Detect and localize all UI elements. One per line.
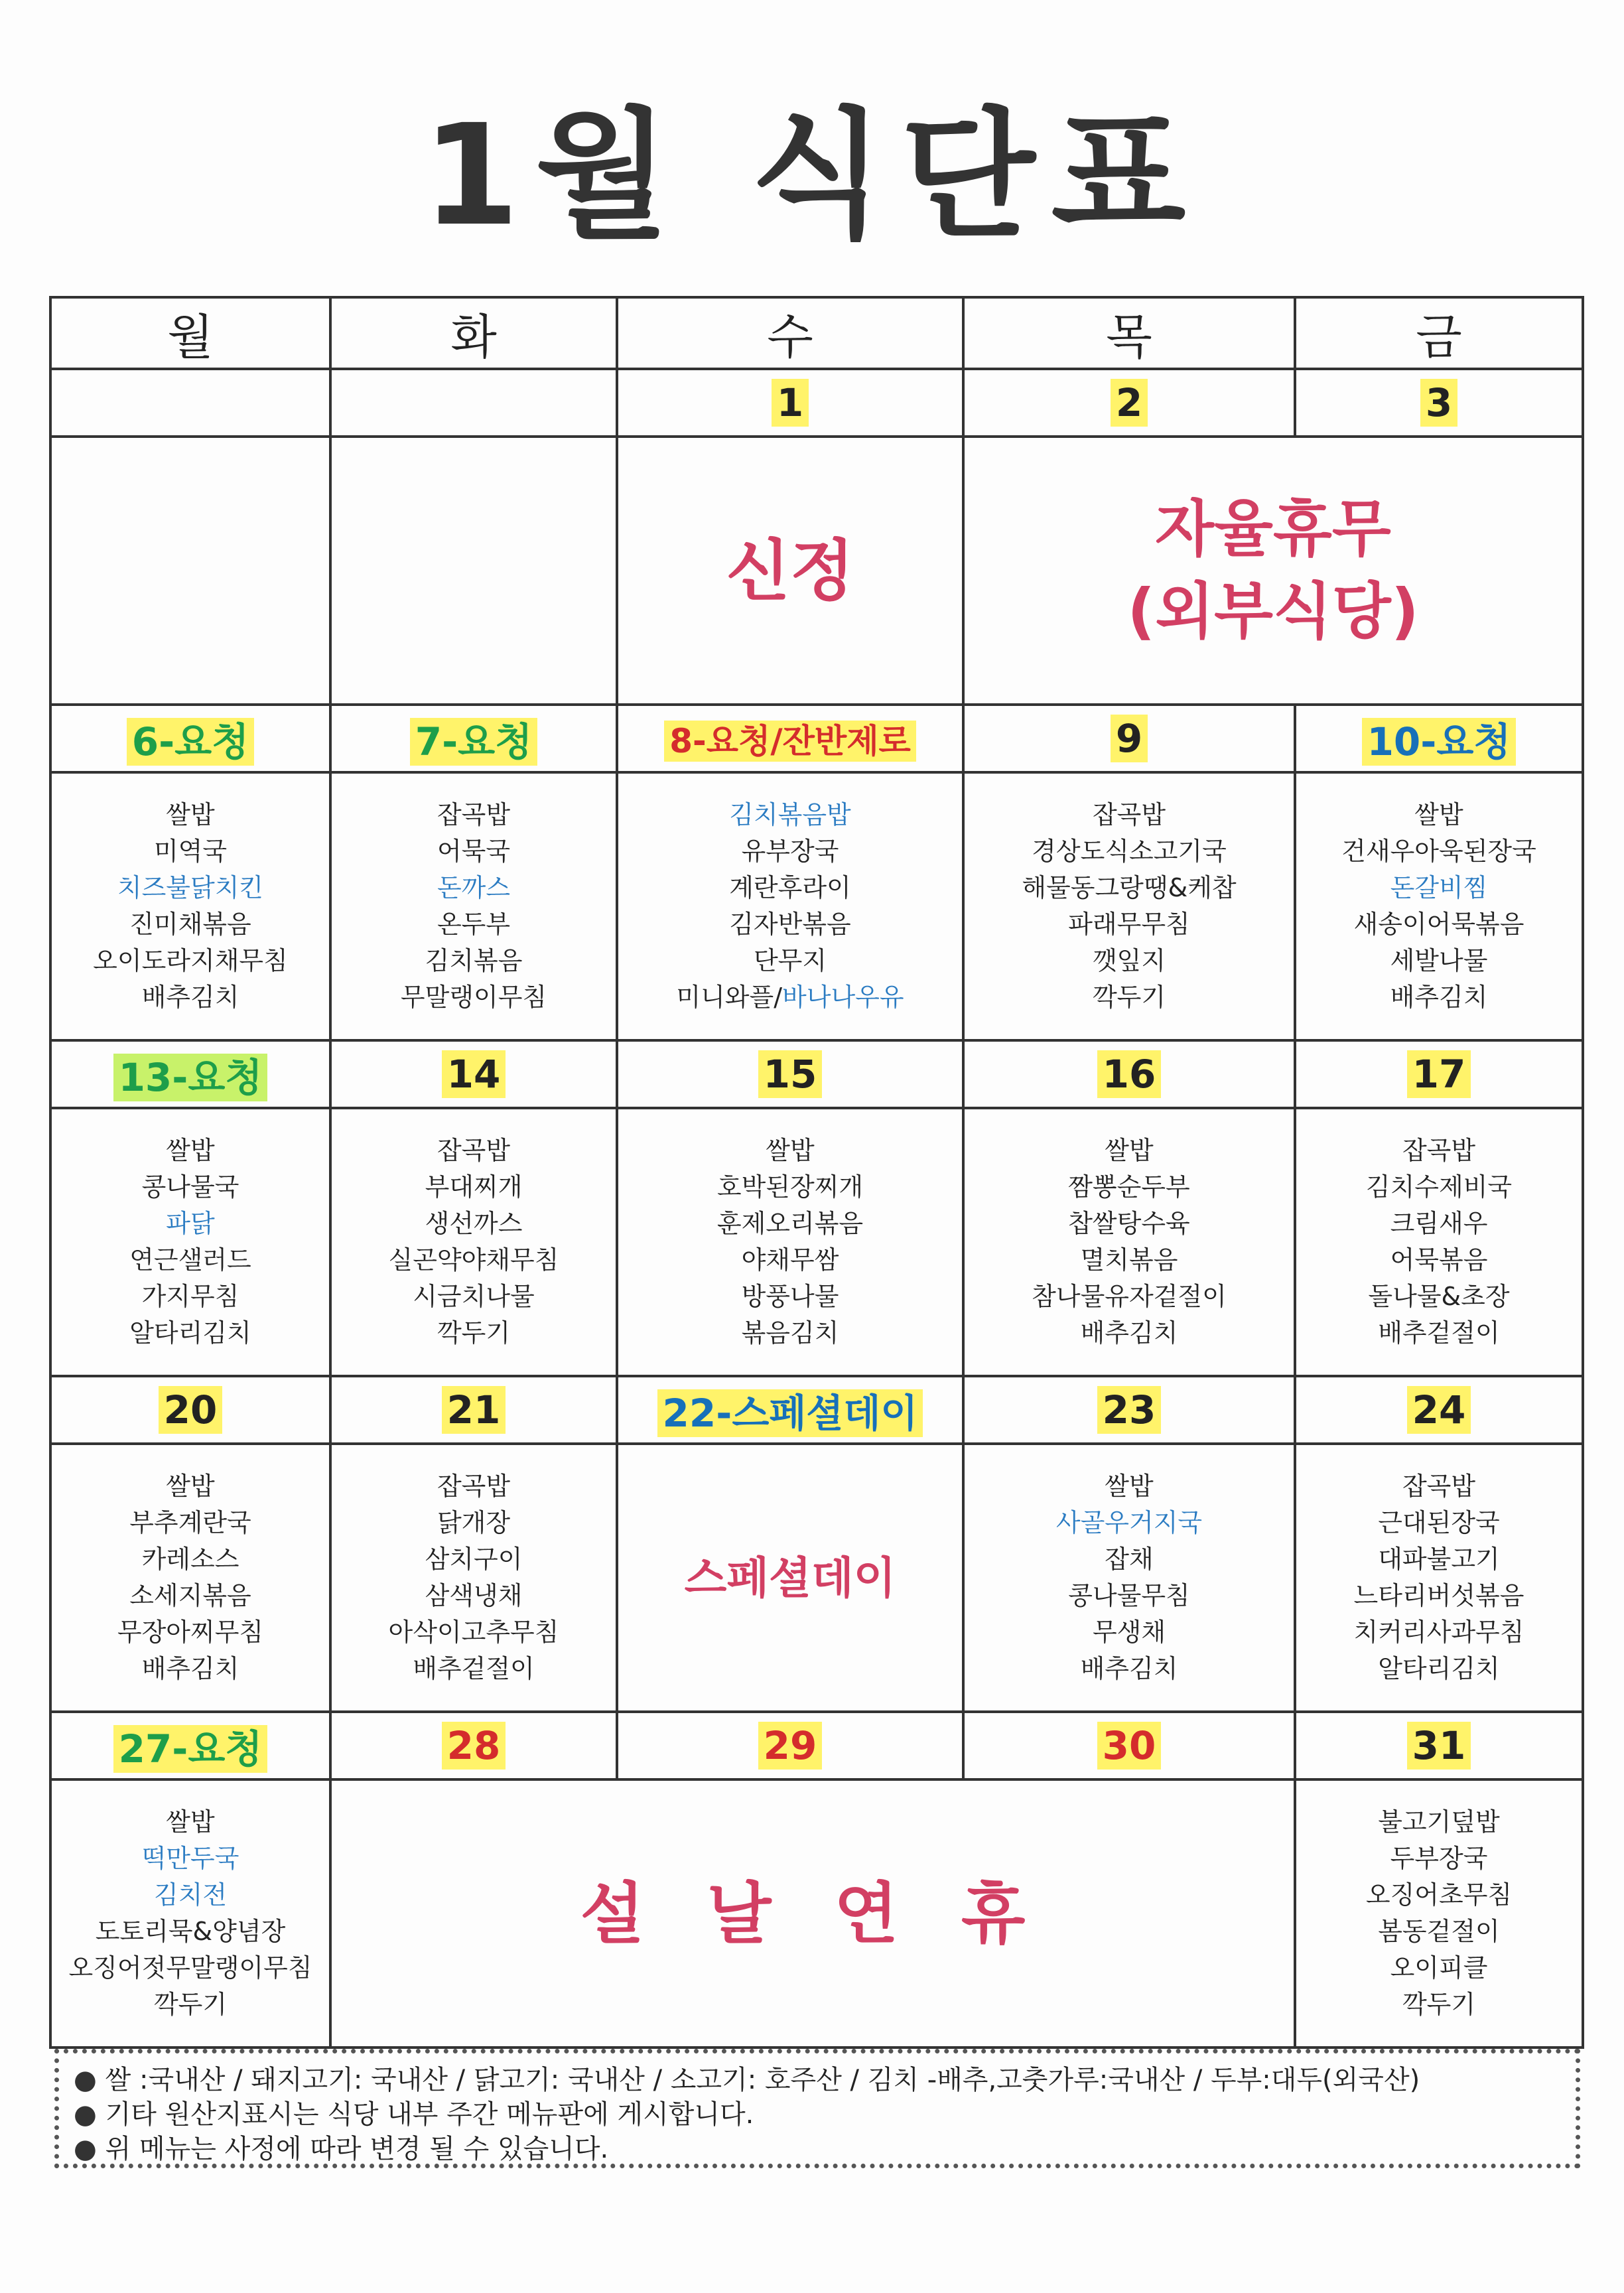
menu-item: 미니와플/바나나우유 xyxy=(676,983,904,1012)
menu-item: 생선까스 xyxy=(425,1209,523,1238)
menu-item-part: 바나나우유 xyxy=(782,983,904,1012)
date-number: 6 xyxy=(131,719,159,764)
menu-cell xyxy=(1295,1108,1583,1376)
menu-item: 세발나물 xyxy=(1390,946,1488,975)
menu-cell xyxy=(1295,1779,1583,2048)
closure-note-line1: 자율휴무 xyxy=(1155,493,1391,565)
menu-item: 오징어초무침 xyxy=(1365,1880,1513,1910)
menu-item: 배추김치 xyxy=(1080,1318,1178,1348)
date-cell xyxy=(50,1040,330,1108)
date-cell xyxy=(1295,1376,1583,1444)
date-number: 22 xyxy=(662,1391,716,1436)
date-number: 21 xyxy=(442,1386,506,1434)
menu-item: 시금치나물 xyxy=(413,1282,535,1311)
menu-cell xyxy=(617,1108,963,1376)
header-tue: 화 xyxy=(330,297,617,369)
header-mon: 월 xyxy=(50,297,330,369)
menu-item: 건새우아욱된장국 xyxy=(1341,837,1536,866)
menu-item: 훈제오리볶음 xyxy=(716,1209,864,1238)
date-cell xyxy=(330,1376,617,1444)
date-cell xyxy=(1295,369,1583,437)
date-cell xyxy=(50,1712,330,1779)
date-cell xyxy=(330,705,617,772)
date-tag: -요청 xyxy=(442,719,533,764)
date-tag: -요청 xyxy=(159,719,249,764)
date-tag: -요청 xyxy=(172,1726,263,1772)
menu-item: 깍두기 xyxy=(437,1318,511,1348)
date-cell xyxy=(963,1376,1295,1444)
menu-cell xyxy=(617,772,963,1040)
date-number: 23 xyxy=(1097,1386,1162,1434)
menu-item: 어묵볶음 xyxy=(1390,1245,1488,1275)
menu-item: 배추김치 xyxy=(141,1654,239,1683)
menu-cell xyxy=(50,1779,330,2048)
menu-item: 오이피클 xyxy=(1390,1953,1488,1982)
date-number: 7 xyxy=(415,719,442,764)
menu-item: 크림새우 xyxy=(1390,1209,1488,1238)
menu-item: 쌀밥 xyxy=(1105,1472,1154,1501)
date-tag: -요청 xyxy=(692,722,771,760)
date-number: 13 xyxy=(118,1055,172,1100)
date-number: 9 xyxy=(1111,715,1148,762)
menu-item: 알타리김치 xyxy=(129,1318,251,1348)
menu-item: 참나물유자겉절이 xyxy=(1032,1282,1227,1311)
menu-item: 돌나물&초장 xyxy=(1368,1282,1510,1311)
menu-item: 연근샐러드 xyxy=(129,1245,251,1275)
date-cell xyxy=(1295,705,1583,772)
date-number: 1 xyxy=(772,379,809,427)
date-row-week5 xyxy=(50,1712,1583,1779)
menu-item: 짬뽕순두부 xyxy=(1068,1172,1190,1202)
date-number: 8 xyxy=(669,722,693,760)
date-cell: 8-요청/잔반제로 xyxy=(617,705,963,772)
closure-note-line2: (외부식당) xyxy=(1127,576,1419,647)
date-tag: -요청 xyxy=(1420,719,1511,764)
menu-item: 삼치구이 xyxy=(425,1545,523,1574)
menu-cell xyxy=(50,437,330,705)
menu-cell xyxy=(330,1108,617,1376)
date-number: 3 xyxy=(1420,379,1457,427)
menu-row-week1 xyxy=(50,437,1583,705)
menu-item: 오징어젓무말랭이무침 xyxy=(68,1953,312,1982)
date-tag: -요청 xyxy=(172,1055,263,1100)
header-wed: 수 xyxy=(617,297,963,369)
menu-item: 느타리버섯볶음 xyxy=(1353,1581,1524,1610)
menu-item: 유부장국 xyxy=(741,837,839,866)
note-origin: ● 쌀 :국내산 / 돼지고기: 국내산 / 닭고기: 국내산 / 소고기: 호주산 / 김치 -배추,고춧가루:국내산 / 두부:대두(외국산) xyxy=(74,2063,1561,2097)
date-cell xyxy=(617,1712,963,1779)
menu-item: 쌀밥 xyxy=(166,1472,215,1501)
date-cell xyxy=(50,369,330,437)
menu-item: 잡곡밥 xyxy=(1402,1136,1476,1165)
menu-cell xyxy=(330,1444,617,1712)
date-cell xyxy=(1295,1040,1583,1108)
menu-item: 호박된장찌개 xyxy=(716,1172,864,1202)
menu-item: 볶음김치 xyxy=(741,1318,839,1348)
date-number: 2 xyxy=(1111,379,1148,427)
note-change: ● 위 메뉴는 사정에 따라 변경 될 수 있습니다. xyxy=(74,2132,1561,2166)
menu-row-week5 xyxy=(50,1779,1583,2048)
menu-item: 쌀밥 xyxy=(1105,1136,1154,1165)
menu-item: 해물동그랑땡&케찹 xyxy=(1022,873,1237,902)
date-cell xyxy=(963,1712,1295,1779)
menu-cell xyxy=(963,437,1583,705)
date-number: 20 xyxy=(159,1386,223,1434)
date-row-week1 xyxy=(50,369,1583,437)
menu-item: 잡곡밥 xyxy=(1402,1472,1476,1501)
menu-item: 근대된장국 xyxy=(1378,1508,1500,1537)
menu-table xyxy=(49,296,1584,2049)
menu-cell xyxy=(963,772,1295,1040)
menu-item: 두부장국 xyxy=(1390,1844,1488,1873)
menu-item: 쌀밥 xyxy=(1414,800,1463,829)
menu-item: 어묵국 xyxy=(437,837,511,866)
notes-list xyxy=(74,2063,1561,2166)
menu-item: 깍두기 xyxy=(1092,983,1166,1012)
note-posting: ● 기타 원산지표시는 식당 내부 주간 메뉴판에 게시합니다. xyxy=(74,2097,1561,2132)
menu-item: 김치볶음 xyxy=(425,946,523,975)
menu-item: 진미채볶음 xyxy=(129,910,251,939)
menu-row-week3 xyxy=(50,1108,1583,1376)
menu-item: 파닭 xyxy=(166,1209,215,1238)
menu-item: 치커리사과무침 xyxy=(1353,1618,1524,1647)
menu-item: 돈갈비찜 xyxy=(1390,873,1488,902)
menu-item: 쌀밥 xyxy=(166,1807,215,1837)
menu-item: 무생채 xyxy=(1092,1618,1166,1647)
page-title: 1월 식단표 xyxy=(422,94,1202,257)
menu-item: 카레소스 xyxy=(141,1545,239,1574)
menu-item: 김자반볶음 xyxy=(729,910,851,939)
menu-cell xyxy=(1295,772,1583,1040)
menu-item: 미역국 xyxy=(153,837,228,866)
menu-item: 김치수제비국 xyxy=(1365,1172,1513,1202)
menu-item: 방풍나물 xyxy=(741,1282,839,1311)
menu-item: 불고기덮밥 xyxy=(1378,1807,1500,1837)
menu-item: 찹쌀탕수육 xyxy=(1068,1209,1190,1238)
menu-item: 배추겉절이 xyxy=(1378,1318,1500,1348)
header-thu: 목 xyxy=(963,297,1295,369)
date-row-week3 xyxy=(50,1040,1583,1108)
menu-item: 가지무침 xyxy=(141,1282,239,1311)
menu-item: 대파불고기 xyxy=(1378,1545,1500,1574)
header-fri: 금 xyxy=(1295,297,1583,369)
menu-item: 쌀밥 xyxy=(766,1136,815,1165)
menu-item: 부추계란국 xyxy=(129,1508,251,1537)
menu-item: 깻잎지 xyxy=(1092,946,1166,975)
date-number: 28 xyxy=(442,1722,506,1770)
menu-item: 단무지 xyxy=(753,946,827,975)
menu-item: 계란후라이 xyxy=(729,873,851,902)
date-tag: -스페셜데이 xyxy=(716,1391,918,1436)
menu-item: 콩나물무침 xyxy=(1068,1581,1190,1610)
menu-item: 김치전 xyxy=(153,1880,228,1910)
menu-item: 닭개장 xyxy=(437,1508,511,1537)
menu-item: 잡곡밥 xyxy=(437,1136,511,1165)
menu-item: 경상도식소고기국 xyxy=(1032,837,1227,866)
menu-item: 무말랭이무침 xyxy=(400,983,547,1012)
menu-cell xyxy=(617,437,963,705)
menu-item: 멸치볶음 xyxy=(1080,1245,1178,1275)
menu-cell xyxy=(963,1444,1295,1712)
menu-row-week4 xyxy=(50,1444,1583,1712)
menu-item: 삼색냉채 xyxy=(425,1581,523,1610)
menu-cell xyxy=(50,1108,330,1376)
menu-item: 잡곡밥 xyxy=(437,1472,511,1501)
menu-item: 배추김치 xyxy=(1080,1654,1178,1683)
menu-item: 도토리묵&양념장 xyxy=(95,1917,286,1946)
menu-item: 실곤약야채무침 xyxy=(388,1245,559,1275)
menu-cell xyxy=(50,772,330,1040)
date-number: 31 xyxy=(1407,1722,1471,1770)
notes-box xyxy=(54,2049,1580,2168)
menu-row-week2 xyxy=(50,772,1583,1040)
date-cell xyxy=(50,705,330,772)
date-number: 17 xyxy=(1407,1050,1471,1098)
date-number: 16 xyxy=(1097,1050,1162,1098)
menu-item: 오이도라지채무침 xyxy=(93,946,288,975)
menu-cell xyxy=(330,772,617,1040)
special-day-note: 스페셜데이 xyxy=(684,1552,896,1604)
date-cell xyxy=(963,705,1295,772)
new-year-note: 신정 xyxy=(726,531,854,610)
menu-item: 치즈불닭치킨 xyxy=(117,873,264,902)
menu-item: 온두부 xyxy=(437,910,511,939)
menu-item: 야채무쌈 xyxy=(741,1245,839,1275)
menu-item: 아삭이고추무침 xyxy=(388,1618,559,1647)
menu-item: 콩나물국 xyxy=(141,1172,239,1202)
date-number: 24 xyxy=(1407,1386,1471,1434)
date-cell xyxy=(963,369,1295,437)
menu-item: 잡곡밥 xyxy=(437,800,511,829)
weekday-header-row xyxy=(50,297,1583,369)
menu-item: 새송이어묵볶음 xyxy=(1353,910,1524,939)
menu-item: 배추겉절이 xyxy=(413,1654,535,1683)
menu-item: 소세지볶음 xyxy=(129,1581,251,1610)
date-row-week2 xyxy=(50,705,1583,772)
date-cell xyxy=(50,1376,330,1444)
menu-item: 김치볶음밥 xyxy=(729,800,851,829)
holiday-note: 설 날 연 휴 xyxy=(580,1874,1046,1953)
date-cell xyxy=(963,1040,1295,1108)
date-number: 27 xyxy=(118,1726,172,1772)
date-cell xyxy=(330,369,617,437)
menu-cell xyxy=(963,1108,1295,1376)
date-number: 30 xyxy=(1097,1722,1162,1770)
date-number: 29 xyxy=(758,1722,823,1770)
menu-item: 쌀밥 xyxy=(166,1136,215,1165)
date-cell xyxy=(617,1376,963,1444)
date-cell xyxy=(330,1712,617,1779)
menu-item: 배추김치 xyxy=(1390,983,1488,1012)
menu-item: 잡채 xyxy=(1105,1545,1154,1574)
date-number: 10 xyxy=(1367,719,1421,764)
menu-item: 봄동겉절이 xyxy=(1378,1917,1500,1946)
menu-item: 알타리김치 xyxy=(1378,1654,1500,1683)
date-cell xyxy=(1295,1712,1583,1779)
menu-item: 깍두기 xyxy=(1402,1990,1476,2019)
menu-item: 파래무무침 xyxy=(1068,910,1190,939)
date-number: 15 xyxy=(758,1050,823,1098)
date-number: 14 xyxy=(442,1050,506,1098)
menu-item: 잡곡밥 xyxy=(1092,800,1166,829)
menu-item: 무장아찌무침 xyxy=(117,1618,264,1647)
menu-cell xyxy=(330,1779,1295,2048)
menu-item: 떡만두국 xyxy=(141,1844,239,1873)
menu-item: 깍두기 xyxy=(153,1990,228,2019)
menu-item-part: 미니와플 xyxy=(676,983,774,1012)
date-tag-2: 잔반제로 xyxy=(782,722,911,760)
menu-cell xyxy=(617,1444,963,1712)
date-row-week4 xyxy=(50,1376,1583,1444)
menu-cell xyxy=(330,437,617,705)
menu-item: 사골우거지국 xyxy=(1055,1508,1203,1537)
menu-item: 쌀밥 xyxy=(166,800,215,829)
date-cell xyxy=(617,1040,963,1108)
menu-cell xyxy=(50,1444,330,1712)
date-cell xyxy=(617,369,963,437)
menu-item: 돈까스 xyxy=(437,873,511,902)
menu-cell xyxy=(1295,1444,1583,1712)
date-cell xyxy=(330,1040,617,1108)
menu-item: 부대찌개 xyxy=(425,1172,523,1202)
menu-item: 배추김치 xyxy=(141,983,239,1012)
